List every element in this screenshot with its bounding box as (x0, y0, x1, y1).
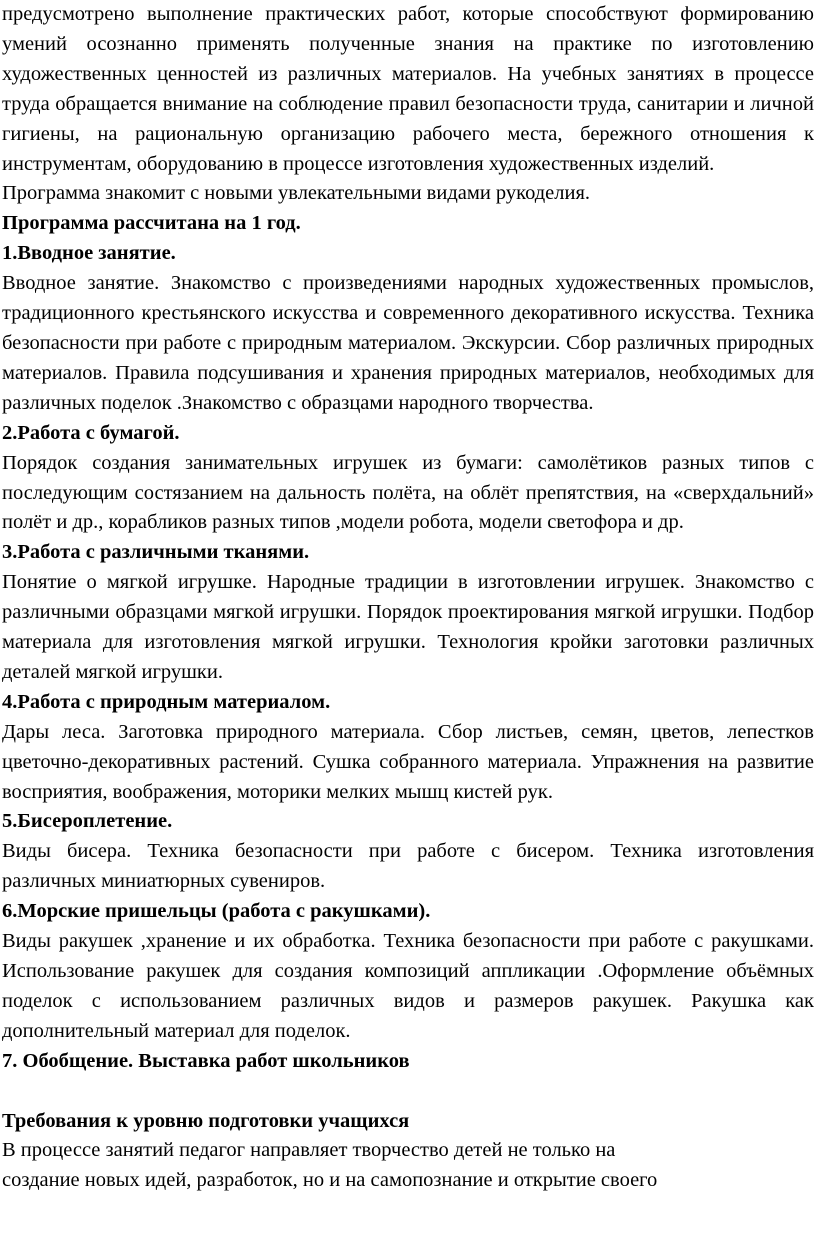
section-5-text: Виды бисера. Техника безопасности при работе с бисером. Техника изготовления различных миниатюрных сувениров. (2, 840, 814, 893)
section-4-text: Дары леса. Заготовка природного материала. Сбор листьев, семян, цветов, лепестков цветочно-декоративных растений. Сушка собранного материала. Упражнения на развитие восприятия, воображения, моторики мелких мышц кистей рук. (2, 720, 814, 803)
section-4-heading: 4.Работа с природным материалом. (2, 690, 331, 713)
section-3-text: Понятие о мягкой игрушке. Народные традиции в изготовлении игрушек. Знакомство с различными образцами мягкой игрушки. Порядок проектирования мягкой игрушки. Подбор материала для изготовления мягкой игрушки. Технология кройки заготовки различных деталей мягкой игрушки. (2, 571, 814, 683)
intro-paragraph: предусмотрено выполнение практических работ, которые способствуют формированию умений осознанно применять полученные знания на практике по изготовлению художественных ценностей из различных материалов. На учебных занятиях в процессе труда обращается внимание на соблюдение правил безопасности труда, санитарии и личной гигиены, на рациональную организацию рабочего места, бережного отношения к инструментам, оборудованию в процессе изготовления художественных изделий. (2, 3, 814, 175)
section-2-heading: 2.Работа с бумагой. (2, 421, 180, 444)
section-1-text: Вводное занятие. Знакомство с произведениями народных художественных промыслов, традиционного крестьянского искусства и современного декоративного искусства. Техника безопасности при работе с природным материалом. Экскурсии. Сбор различных природных материалов. Правила подсушивания и хранения природных материалов, необходимых для различных поделок .Знакомство с образцами народного творчества. (2, 272, 814, 414)
section-6-heading: 6.Морские пришельцы (работа с ракушками). (2, 900, 431, 923)
section-3-heading: 3.Работа с различными тканями. (2, 541, 310, 564)
requirements-line-2: создание новых идей, разработок, но и на самопознание и открытие своего (2, 1169, 658, 1192)
section-5-heading: 5.Бисероплетение. (2, 810, 173, 833)
section-7-heading: 7. Обобщение. Выставка работ школьников (2, 1049, 410, 1072)
program-note: Программа знакомит с новыми увлекательными видами рукоделия. (2, 182, 591, 205)
blank-line (2, 1077, 814, 1107)
section-6-text: Виды ракушек ,хранение и их обработка. Техника безопасности при работе с ракушками. Использование ракушек для создания композиций аппликации .Оформление объёмных поделок с использованием различных видов и размеров ракушек. Ракушка как дополнительный материал для поделок. (2, 930, 814, 1042)
section-2-text: Порядок создания занимательных игрушек из бумаги: самолётиков разных типов с последующим состязанием на дальность полёта, на облёт препятствия, на «сверхдальний» полёт и др., корабликов разных типов ,модели робота, модели светофора и др. (2, 451, 814, 534)
program-duration-heading: Программа рассчитана на 1 год. (2, 212, 301, 235)
requirements-heading: Требования к уровню подготовки учащихся (2, 1109, 410, 1132)
section-1-heading: 1.Вводное занятие. (2, 242, 176, 265)
requirements-line-1: В процессе занятий педагог направляет творчество детей не только на (2, 1139, 616, 1162)
